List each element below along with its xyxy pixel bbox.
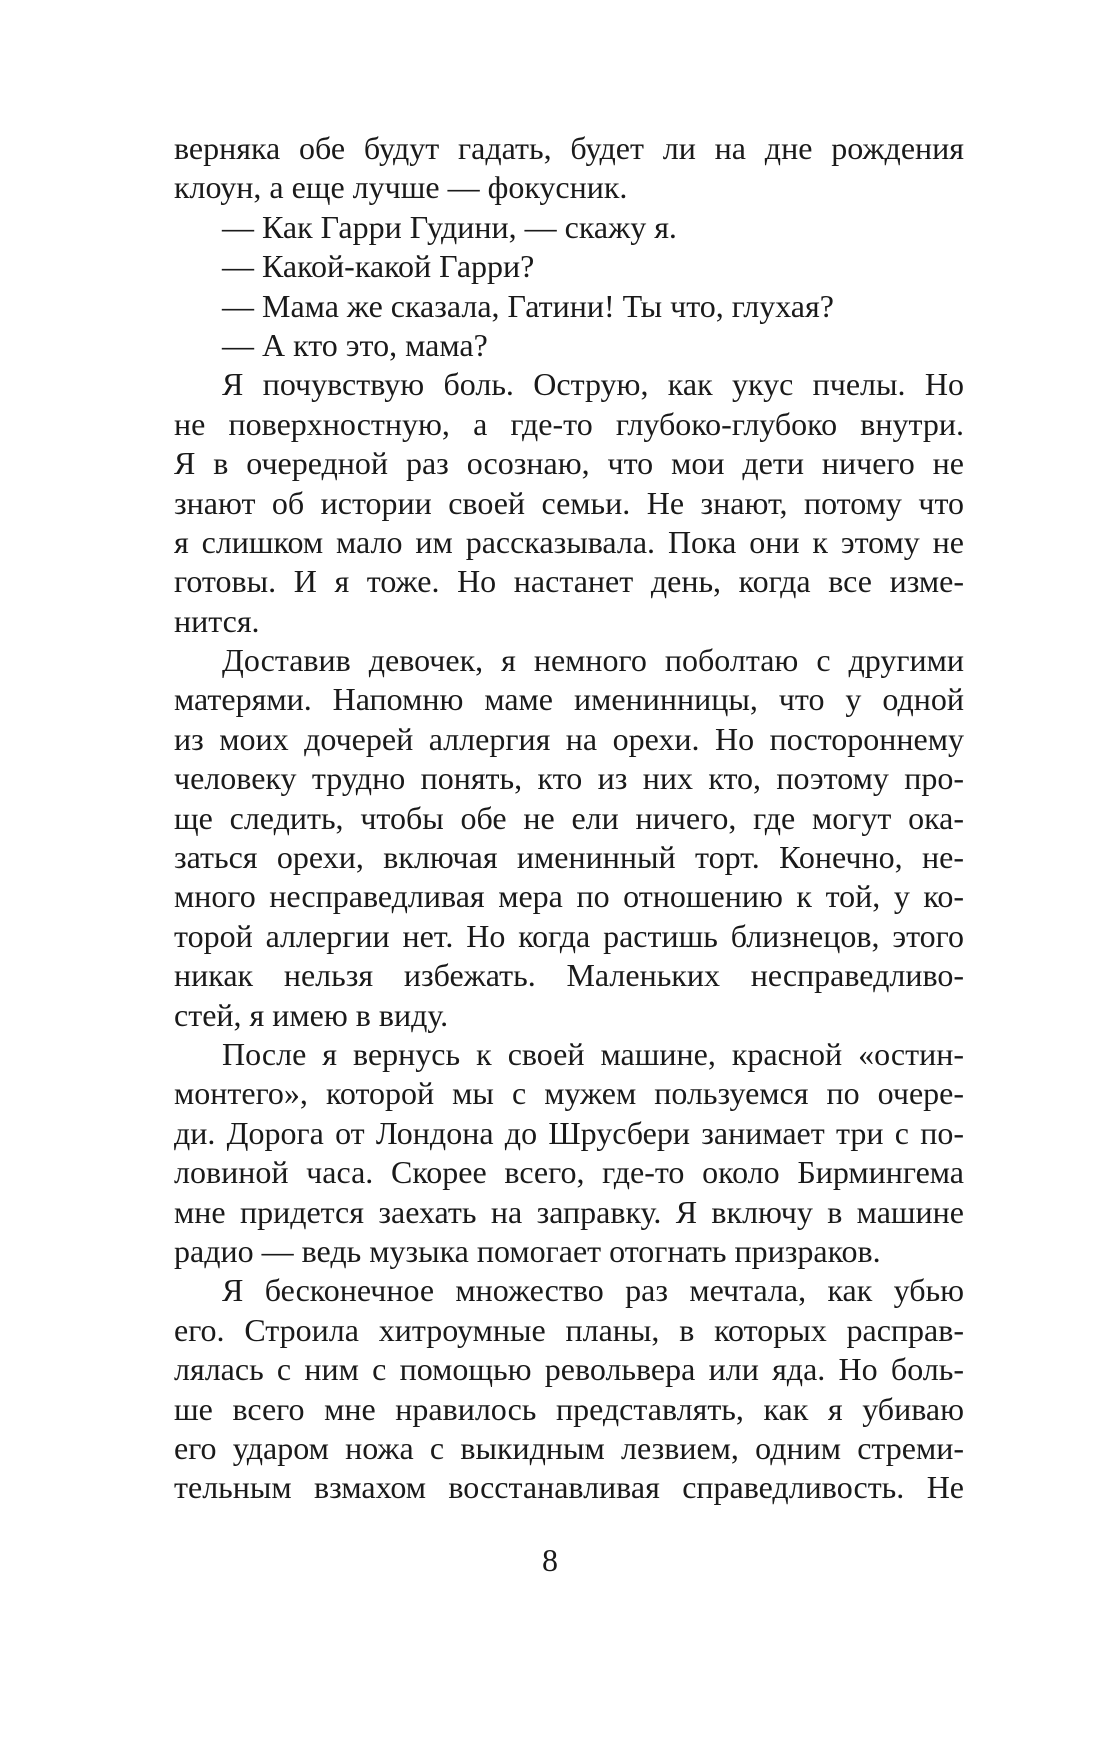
text-line: Доставив девочек, я немного поболтаю с другими bbox=[222, 642, 964, 679]
text-line: — Мама же сказала, Гатини! Ты что, глухая? bbox=[222, 287, 834, 324]
text-line: Я бесконечное множество раз мечтала, как убью bbox=[222, 1272, 964, 1309]
text-line: его. Строила хитроумные планы, в которых расправ- bbox=[174, 1311, 964, 1348]
text-line: торой аллергии нет. Но когда растишь близнецов, этого bbox=[174, 917, 964, 954]
text-line: его ударом ножа с выкидным лезвием, одним стреми- bbox=[174, 1429, 964, 1466]
text-line: мне придется заехать на заправку. Я включу в машине bbox=[174, 1193, 964, 1230]
text-line: верняка обе будут гадать, будет ли на дне рождения bbox=[174, 130, 964, 166]
body-text bbox=[174, 129, 964, 1508]
text-line: Я почувствую боль. Острую, как укус пчелы. Но bbox=[222, 366, 964, 403]
text-line: радио — ведь музыка помогает отогнать призраков. bbox=[174, 1232, 881, 1269]
text-line: матерями. Напомню маме именинницы, что у одной bbox=[174, 681, 964, 718]
text-line: не поверхностную, а где-то глубоко-глубоко внутри. bbox=[174, 405, 964, 442]
text-line: После я вернусь к своей машине, красной «остин- bbox=[222, 1035, 964, 1072]
text-line: я слишком мало им рассказывала. Пока они к этому не bbox=[174, 523, 964, 560]
text-line: Я в очередной раз осознаю, что мои дети ничего не bbox=[174, 445, 964, 482]
text-line: тельным взмахом восстанавливая справедливость. Не bbox=[174, 1469, 964, 1506]
text-line: лялась с ним с помощью револьвера или яда. Но боль- bbox=[174, 1351, 964, 1388]
text-line: — Как Гарри Гудини, — скажу я. bbox=[222, 208, 677, 245]
text-line: — А кто это, мама? bbox=[222, 326, 488, 363]
text-line: — Какой-какой Гарри? bbox=[222, 248, 535, 285]
text-line: монтего», которой мы с мужем пользуемся по очере- bbox=[174, 1075, 964, 1112]
page-number: 8 bbox=[542, 1542, 558, 1578]
text-line: знают об истории своей семьи. Не знают, потому что bbox=[174, 484, 964, 521]
text-line: клоун, а еще лучше — фокусник. bbox=[174, 169, 628, 206]
text-line: много несправедливая мера по отношению к той, у ко- bbox=[174, 878, 964, 915]
text-line: готовы. И я тоже. Но настанет день, когда все изме- bbox=[174, 563, 964, 600]
text-line: ше всего мне нравилось представлять, как я убиваю bbox=[174, 1390, 964, 1427]
text-line: стей, я имею в виду. bbox=[174, 996, 449, 1033]
text-line: человеку трудно понять, кто из них кто, поэтому про- bbox=[174, 760, 964, 797]
text-line: никак нельзя избежать. Маленьких несправедливо- bbox=[174, 957, 964, 994]
text-line: заться орехи, включая именинный торт. Конечно, не- bbox=[174, 839, 964, 876]
text-line: из моих дочерей аллергия на орехи. Но постороннему bbox=[174, 720, 964, 757]
text-line: ловиной часа. Скорее всего, где-то около Бирмингема bbox=[174, 1154, 964, 1191]
text-line: ще следить, чтобы обе не ели ничего, где могут ока- bbox=[174, 799, 964, 836]
text-line: нится. bbox=[174, 602, 260, 639]
text-line: ди. Дорога от Лондона до Шрусбери занимает три с по- bbox=[174, 1114, 964, 1151]
